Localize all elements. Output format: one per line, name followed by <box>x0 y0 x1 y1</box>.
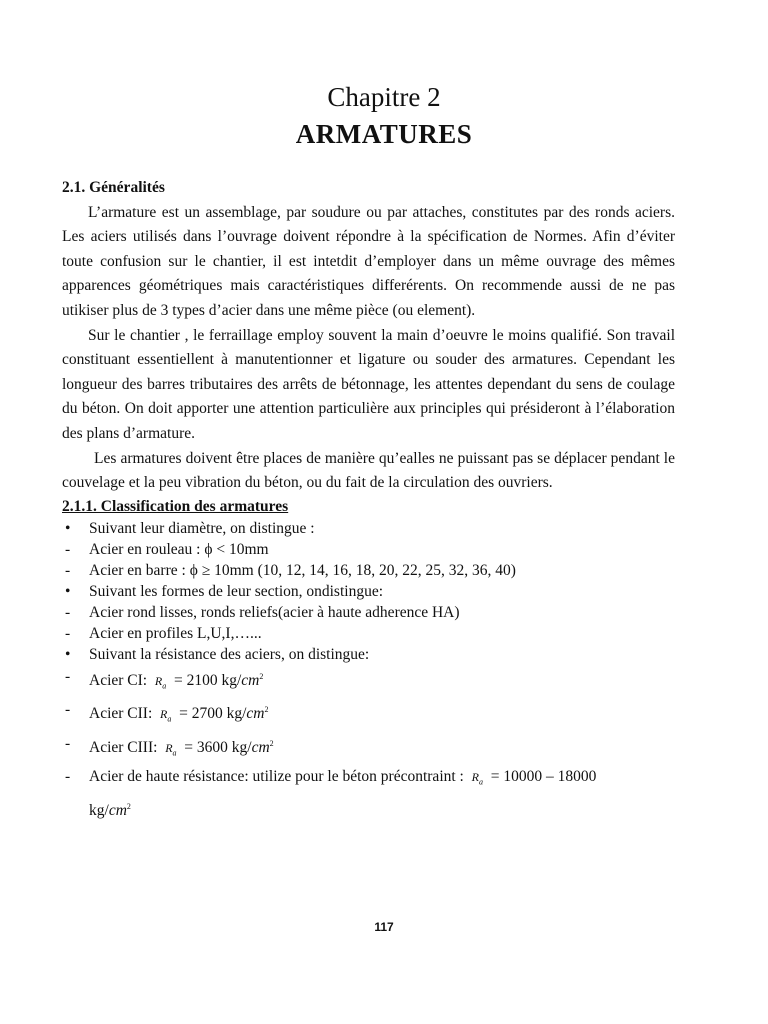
list-item <box>62 560 675 581</box>
chapter-subtitle: ARMATURES <box>295 119 473 149</box>
dash-marker: - <box>65 667 71 685</box>
unit-exponent: 2 <box>259 671 264 681</box>
paragraph-2: Sur le chantier , le ferraillage employ souvent la main d’oeuvre le moins qualifié. Son travail constituant essentiellent à manutentionner et ligature ou souder des armatures. Cependant les longueur des barres tributaires des arrêts de bétonnage, les attentes dependant du sens de coulage du béton. On doit apporter une attention particulière aux principles qui présideront à l’élaboration des plans d’armature. <box>62 326 675 442</box>
list-item-steel-ciii <box>62 732 675 766</box>
list-item-text: Acier rond lisses, ronds reliefs(acier à haute adherence HA) <box>89 603 460 621</box>
steel-grade-value: = 2100 kg/ <box>173 671 242 689</box>
unit-exponent: 2 <box>126 801 131 811</box>
steel-grade-label: Acier CIII: <box>89 738 158 756</box>
list-item <box>62 518 675 539</box>
resistance-symbol: $R_a$ <box>154 673 167 691</box>
dash-marker: - <box>65 701 71 719</box>
paragraph-1: L’armature est un assemblage, par soudure ou par attaches, constitutes par des ronds aciers. Les aciers utilisés dans l’ouvrage doivent répondre à la spécification de Normes. Afin d’éviter toute confusion sur le chantier, il est intetdit d’employer dans un même ouvrage des mêmes apparences géométriques mais caractéristiques differérents. On recommende aussi de ne pas utikiser plus de 3 types d’acier dans une même pièce (ou element). <box>62 203 675 319</box>
bullet-marker: • <box>65 519 71 537</box>
body-text <box>62 176 675 823</box>
bullet-marker: • <box>65 645 71 663</box>
dash-marker: - <box>65 624 71 642</box>
bullet-marker: • <box>65 582 71 600</box>
steel-grade-label: Acier CII: <box>89 705 153 723</box>
classification-list <box>62 518 675 823</box>
steel-grade-value: = 10000 – 18000 <box>490 768 597 786</box>
dash-marker: - <box>65 734 71 752</box>
list-item-text: Acier en rouleau : ϕ < 10mm <box>89 540 269 558</box>
unit: cm <box>108 801 127 819</box>
resistance-symbol: $R_a$ <box>471 770 483 787</box>
unit: cm <box>251 738 270 756</box>
list-item-text: Suivant la résistance des aciers, on distingue: <box>89 645 370 663</box>
list-item-text: Acier en profiles L,U,I,…... <box>89 624 262 642</box>
list-item <box>62 602 675 623</box>
dash-marker: - <box>65 561 71 579</box>
chapter-title: Chapitre 2 <box>327 82 441 112</box>
steel-grade-value: = 2700 kg/ <box>179 705 247 723</box>
page-number: 117 <box>374 920 394 934</box>
list-item <box>62 644 675 665</box>
resistance-symbol: $R_a$ <box>160 707 172 724</box>
dash-marker: - <box>65 603 71 621</box>
steel-grade-label: Acier de haute résistance: utilize pour le béton précontraint : <box>89 768 464 786</box>
unit-exponent: 2 <box>264 705 269 715</box>
unit-exponent: 2 <box>269 738 274 748</box>
section-heading: 2.1. Généralités <box>62 179 165 196</box>
unit: cm <box>246 705 265 723</box>
steel-grade-unit-line: kg/ <box>89 801 109 819</box>
list-item <box>62 623 675 644</box>
list-item-text: Suivant les formes de leur section, ondistingue: <box>89 582 384 600</box>
subsection-heading: 2.1.1. Classification des armatures <box>62 497 289 515</box>
resistance-symbol: $R_a$ <box>165 740 177 758</box>
list-item <box>62 581 675 602</box>
steel-grade-label: Acier CI: <box>89 671 148 689</box>
list-item-steel-high <box>62 765 675 823</box>
dash-marker: - <box>65 540 71 558</box>
dash-marker: - <box>65 768 71 786</box>
steel-grade-value: = 3600 kg/ <box>184 738 252 756</box>
list-item-text: Acier en barre : ϕ ≥ 10mm (10, 12, 14, 16, 18, 20, 22, 25, 32, 36, 40) <box>89 561 516 579</box>
list-item-steel-ci <box>62 665 675 699</box>
list-item-text: Suivant leur diamètre, on distingue : <box>89 519 315 537</box>
list-item-steel-cii <box>62 698 675 732</box>
paragraph-3: Les armatures doivent être places de manière qu’ealles ne puissant pas se déplacer pendant le couvelage et la peu vibration du béton, ou du fait de la circulation des ouvriers. <box>62 449 675 492</box>
list-item <box>62 539 675 560</box>
unit: cm <box>241 671 260 689</box>
